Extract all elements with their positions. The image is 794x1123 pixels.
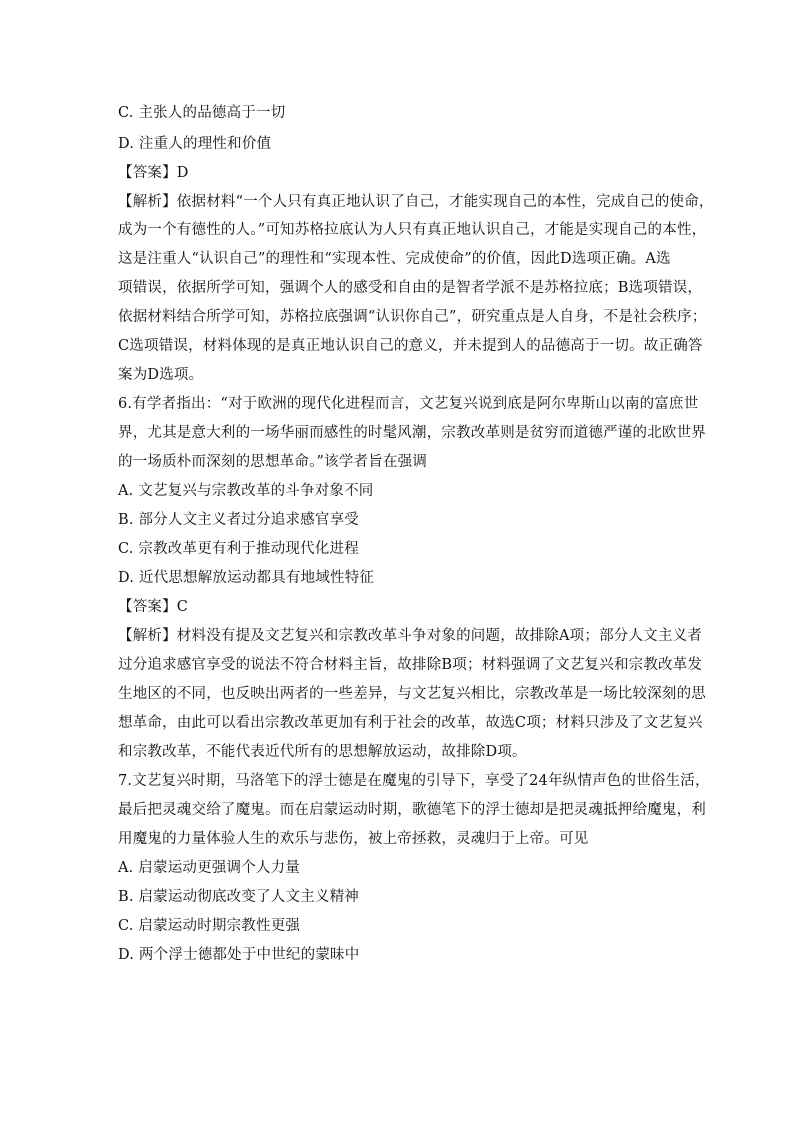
question-6-line1: 6.有学者指出：“对于欧洲的现代化进程而言，文艺复兴说到底是阿尔卑斯山以南的富庶世 — [118, 396, 699, 412]
option-c-q5: C. 主张人的品德高于一切 — [118, 105, 286, 121]
explanation-q5-line7: 案为D选项。 — [118, 367, 204, 383]
option-c-q7: C. 启蒙运动时期宗教性更强 — [118, 918, 301, 934]
explanation-q5-line6: C选项错误，材料体现的是真正地认识自己的意义，并未提到人的品德高于一切。故正确答 — [118, 338, 703, 354]
answer-q5: 【答案】D — [118, 165, 189, 181]
question-6-line2: 界，尤其是意大利的一场华丽而感性的时髦风潮，宗教改革则是贫穷而道德严谨的北欧世界 — [118, 425, 706, 441]
option-d-q6: D. 近代思想解放运动都具有地域性特征 — [118, 570, 375, 586]
question-6-line3: 的一场质朴而深刻的思想革命。”该学者旨在强调 — [118, 454, 428, 470]
explanation-q5-line4: 项错误，依据所学可知，强调个人的感受和自由的是智者学派不是苏格拉底；B选项错误， — [118, 280, 703, 296]
option-b-q6: B. 部分人文主义者过分追求感官享受 — [118, 512, 359, 528]
option-d-q5: D. 注重人的理性和价值 — [118, 136, 272, 152]
explanation-q6-line3: 生地区的不同，也反映出两者的一些差异，与文艺复兴相比，宗教改革是一场比较深刻的思 — [118, 686, 706, 702]
explanation-q5-line5: 依据材料结合所学可知，苏格拉底强调“认识你自己”，研究重点是人自身，不是社会秩序； — [118, 309, 707, 325]
explanation-q6-line5: 和宗教改革，不能代表近代所有的思想解放运动，故排除D项。 — [118, 744, 527, 760]
question-7-line2: 最后把灵魂交给了魔鬼。而在启蒙运动时期，歌德笔下的浮士德却是把灵魂抵押给魔鬼，利 — [118, 802, 706, 818]
explanation-q6-line2: 过分追求感官享受的说法不符合材料主旨，故排除B项；材料强调了文艺复兴和宗教改革发 — [118, 657, 703, 673]
answer-q6: 【答案】C — [118, 599, 189, 615]
option-a-q6: A. 文艺复兴与宗教改革的斗争对象不同 — [118, 483, 374, 499]
option-d-q7: D. 两个浮士德都处于中世纪的蒙昧中 — [118, 947, 360, 963]
option-a-q7: A. 启蒙运动更强调个人力量 — [118, 860, 300, 876]
explanation-q5-line2: 成为一个有德性的人。”可知苏格拉底认为人只有真正地认识自己，才能是实现自己的本性， — [118, 222, 707, 238]
explanation-q5-line3: 这是注重人“认识自己”的理性和“实现本性、完成使命”的价值，因此D选项正确。A选 — [118, 251, 671, 267]
explanation-q5-line1: 【解析】依据材料“一个人只有真正地认识了自己，才能实现自己的本性，完成自己的使命， — [118, 194, 714, 210]
explanation-q6-line4: 想革命，由此可以看出宗教改革更加有利于社会的改革，故选C项；材料只涉及了文艺复兴 — [118, 715, 703, 731]
option-c-q6: C. 宗教改革更有利于推动现代化进程 — [118, 541, 359, 557]
question-7-line1: 7.文艺复兴时期，马洛笔下的浮士德是在魔鬼的引导下，享受了24年纵情声色的世俗生活， — [118, 773, 710, 789]
question-7-line3: 用魔鬼的力量体验人生的欢乐与悲伤，被上帝拯救，灵魂归于上帝。可见 — [118, 831, 589, 847]
explanation-q6-line1: 【解析】材料没有提及文艺复兴和宗教改革斗争对象的问题，故排除A项；部分人文主义者 — [118, 628, 702, 644]
option-b-q7: B. 启蒙运动彻底改变了人文主义精神 — [118, 889, 359, 905]
